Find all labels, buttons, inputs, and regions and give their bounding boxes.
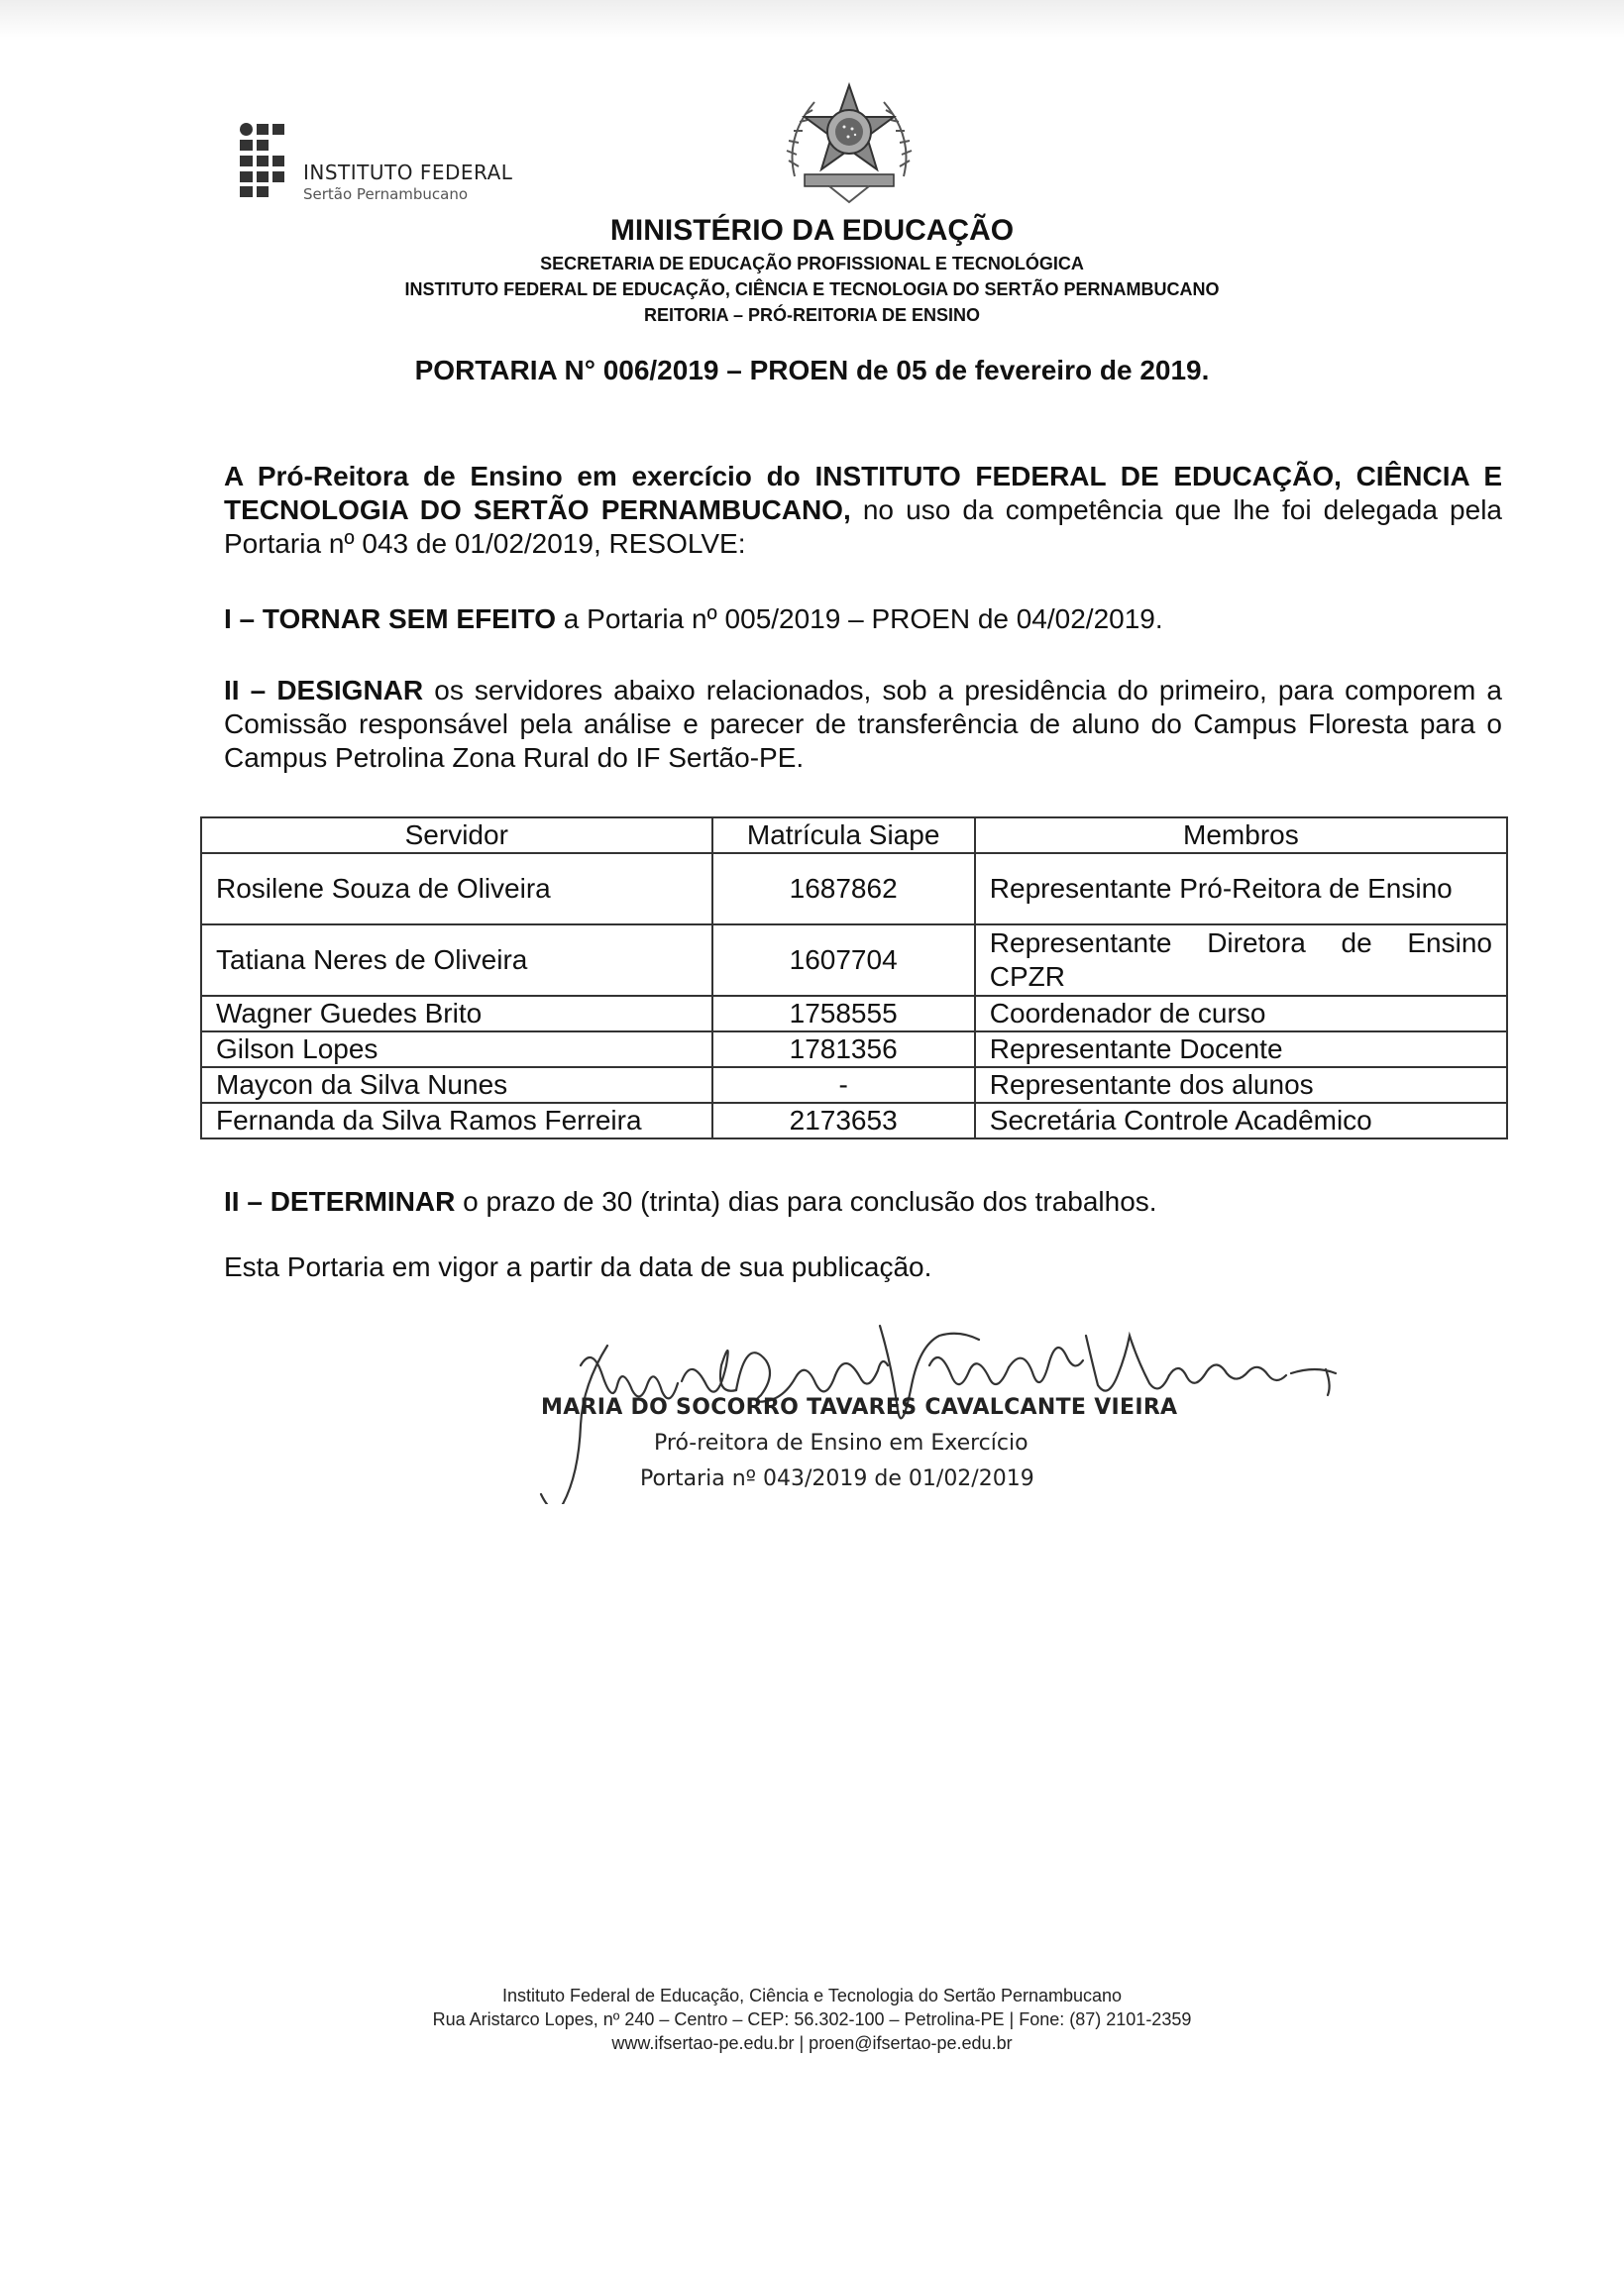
if-logo-subtitle: Sertão Pernambucano [303, 185, 469, 203]
table-cell-membro: Coordenador de curso [975, 996, 1507, 1031]
if-logo-name: INSTITUTO FEDERAL [303, 161, 513, 184]
signatory-reference: Portaria nº 043/2019 de 01/02/2019 [640, 1466, 1034, 1491]
table-cell-servidor: Tatiana Neres de Oliveira [201, 924, 712, 996]
ministry-title: MINISTÉRIO DA EDUCAÇÃO [609, 214, 1015, 247]
table-row [201, 1031, 1507, 1067]
table-cell-matricula: 1607704 [712, 924, 975, 996]
instituto-federal-logo [240, 123, 537, 202]
table-cell-servidor: Rosilene Souza de Oliveira [201, 853, 712, 924]
header-line-1: SECRETARIA DE EDUCAÇÃO PROFISSIONAL E TECNOLÓGICA [540, 254, 1084, 273]
table-cell-servidor: Fernanda da Silva Ramos Ferreira [201, 1103, 712, 1138]
scan-edge [0, 0, 1624, 38]
footer-contact: www.ifsertao-pe.edu.br | proen@ifsertao-pe.edu.br [611, 2033, 1013, 2053]
table-row [201, 924, 1507, 996]
table-row [201, 996, 1507, 1031]
item-3-paragraph [224, 1185, 1502, 1219]
table-cell-matricula: 2173653 [712, 1103, 975, 1138]
table-cell-matricula: - [712, 1067, 975, 1103]
item-1-paragraph [224, 602, 1502, 636]
item-2-paragraph [224, 674, 1502, 775]
table-cell-matricula: 1687862 [712, 853, 975, 924]
table-cell-matricula: 1758555 [712, 996, 975, 1031]
table-row [201, 1067, 1507, 1103]
signatory-role: Pró-reitora de Ensino em Exercício [654, 1431, 1029, 1456]
item-2-bold: II – DESIGNAR [224, 675, 424, 705]
intro-text: no uso da competência que lhe foi delegada pela Portaria nº 043 de 01/02/2019, RESOLVE: [224, 494, 1502, 559]
table-cell-membro: Representante Pró-Reitora de Ensino [975, 853, 1507, 924]
item-3-text: o prazo de 30 (trinta) dias para conclusão dos trabalhos. [455, 1186, 1157, 1217]
table-cell-servidor: Maycon da Silva Nunes [201, 1067, 712, 1103]
table-cell-membro: Secretária Controle Acadêmico [975, 1103, 1507, 1138]
table-row [201, 853, 1507, 924]
committee-table [200, 816, 1508, 1139]
footer-institution: Instituto Federal de Educação, Ciência e Tecnologia do Sertão Pernambucano [501, 1986, 1123, 2005]
table-row [201, 1103, 1507, 1138]
table-cell-servidor: Gilson Lopes [201, 1031, 712, 1067]
portaria-title: PORTARIA N° 006/2019 – PROEN de 05 de fevereiro de 2019. [414, 355, 1210, 385]
intro-paragraph [224, 460, 1502, 561]
brazil-coat-of-arms-icon [775, 77, 923, 206]
table-cell-matricula: 1781356 [712, 1031, 975, 1067]
item-2-text: os servidores abaixo relacionados, sob a presidência do primeiro, para comporem a Comissão responsável pela análise e parecer de transferência de aluno do Campus Floresta para o Campus Petrolina Zona Rural do IF Sertão-PE. [224, 675, 1502, 773]
table-header-cell: Matrícula Siape [712, 817, 975, 853]
header-line-2: INSTITUTO FEDERAL DE EDUCAÇÃO, CIÊNCIA E TECNOLOGIA DO SERTÃO PERNAMBUCANO [404, 279, 1220, 299]
intro-bold: A Pró-Reitora de Ensino em exercício do INSTITUTO FEDERAL DE EDUCAÇÃO, CIÊNCIA E TECNOLOGIA DO SERTÃO PERNAMBUCANO, [224, 461, 1502, 525]
table-cell-membro: Representante Diretora de Ensino CPZR [975, 924, 1507, 996]
table-cell-servidor: Wagner Guedes Brito [201, 996, 712, 1031]
table-cell-membro: Representante dos alunos [975, 1067, 1507, 1103]
closing-paragraph: Esta Portaria em vigor a partir da data de sua publicação. [224, 1251, 932, 1282]
table-header-cell: Servidor [201, 817, 712, 853]
table-cell-membro: Representante Docente [975, 1031, 1507, 1067]
signatory-name: MARIA DO SOCORRO TAVARES CAVALCANTE VIEIRA [541, 1395, 1178, 1420]
footer-address: Rua Aristarco Lopes, nº 240 – Centro – CEP: 56.302-100 – Petrolina-PE | Fone: (87) 2101-2359 [432, 2009, 1192, 2029]
table-header-cell: Membros [975, 817, 1507, 853]
item-3-bold: II – DETERMINAR [224, 1186, 456, 1217]
header-line-3: REITORIA – PRÓ-REITORIA DE ENSINO [643, 305, 981, 325]
if-logo-grid-icon [240, 123, 289, 200]
table-header-row [201, 817, 1507, 853]
item-1-text: a Portaria nº 005/2019 – PROEN de 04/02/2019. [556, 603, 1163, 634]
item-1-bold: I – TORNAR SEM EFEITO [224, 603, 557, 634]
